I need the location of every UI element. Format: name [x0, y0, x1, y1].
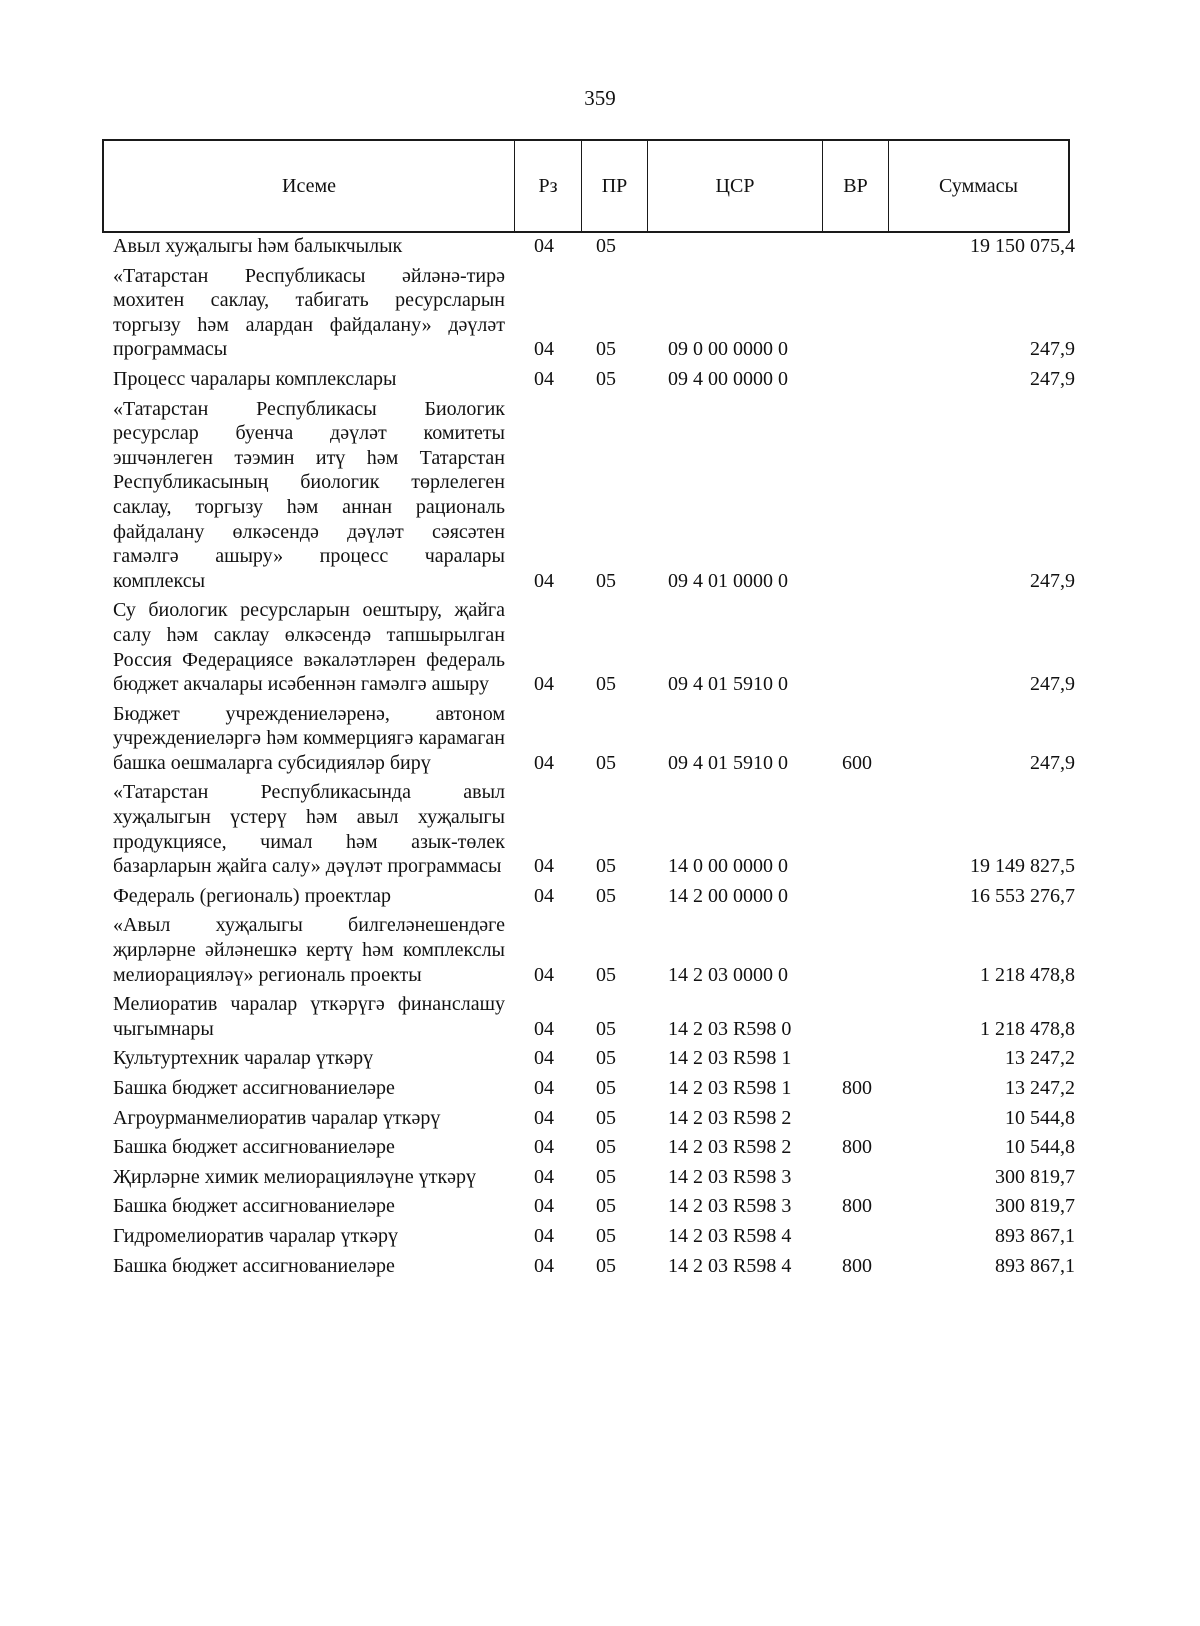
cell-name: Культуртехник чаралар үткәрү: [113, 1047, 374, 1070]
cell-name: Мелиоратив чаралар үткәрүгә финанслашу чыгымнары: [113, 993, 505, 1040]
cell-sum: 300 819,7: [995, 1165, 1075, 1188]
cell-name: Җирләрне химик мелиорацияләүне үткәрү: [113, 1165, 477, 1188]
cell-pr: 05: [596, 1254, 616, 1277]
cell-sum: 247,9: [1030, 751, 1075, 774]
cell-pr: 05: [596, 1165, 616, 1188]
cell-sum: 300 819,7: [995, 1195, 1075, 1218]
cell-vr: 800: [842, 1077, 872, 1099]
header-vr: ВР: [823, 141, 889, 231]
cell-rz: 04: [534, 1254, 554, 1277]
cell-rz: 04: [534, 1017, 554, 1040]
budget-table-body: [113, 234, 1075, 1283]
cell-sum: 13 247,2: [1005, 1077, 1075, 1099]
cell-rz: 04: [534, 673, 554, 696]
cell-csr: 14 2 00 0000 0: [668, 884, 788, 907]
cell-name: Гидромелиоратив чаралар үткәрү: [113, 1224, 398, 1247]
cell-sum: 19 149 827,5: [970, 855, 1075, 878]
cell-rz: 04: [534, 884, 554, 907]
table-row: [113, 234, 1075, 259]
cell-rz: 04: [534, 1077, 554, 1099]
cell-name: Бюджет учреждениеләренә, автоном учреждениеләргә һәм коммерциягә карамаган башка оешмаларга субсидияләр бирү: [113, 702, 505, 774]
cell-rz: 04: [534, 235, 554, 257]
cell-csr: 14 2 03 R598 2: [668, 1136, 792, 1159]
cell-csr: 09 0 00 0000 0: [668, 338, 788, 361]
header-sum: Суммасы: [939, 174, 1018, 197]
table-row: [113, 913, 1075, 987]
cell-name: «Татарстан Республикасында авыл хуҗалыгын үстерү һәм авыл хуҗалыгы продукциясе, чимал һәм азык-төлек базарларын җайга салу» дәүләт программасы: [113, 781, 505, 878]
cell-sum: 10 544,8: [1005, 1136, 1075, 1159]
cell-sum: 13 247,2: [1005, 1047, 1075, 1070]
cell-rz: 04: [534, 751, 554, 774]
cell-name: Процесс чаралары комплекслары: [113, 367, 397, 390]
cell-csr: 14 2 03 R598 3: [668, 1165, 792, 1188]
cell-csr: 09 4 01 0000 0: [668, 569, 788, 592]
table-row: [113, 780, 1075, 878]
cell-vr: 800: [842, 1136, 872, 1159]
table-row: [113, 884, 1075, 909]
cell-pr: 05: [596, 1106, 616, 1129]
cell-pr: 05: [596, 1017, 616, 1040]
cell-csr: 14 2 03 R598 4: [668, 1254, 792, 1277]
table-row: [113, 1194, 1075, 1219]
cell-csr: 14 2 03 R598 2: [668, 1106, 792, 1129]
cell-vr: 800: [842, 1195, 872, 1218]
cell-name: «Татарстан Республикасы әйләнә-тирә мохитен саклау, табигать ресурсларын торгызу һәм алардан файдалану» дәүләт программасы: [113, 264, 505, 361]
table-row: [113, 702, 1075, 776]
cell-pr: 05: [596, 1136, 616, 1159]
cell-pr: 05: [596, 1077, 616, 1099]
cell-name: Федераль (региональ) проектлар: [113, 884, 391, 907]
cell-sum: 247,9: [1030, 673, 1075, 696]
cell-pr: 05: [596, 751, 616, 774]
table-row: [113, 1106, 1075, 1131]
cell-pr: 05: [596, 338, 616, 361]
cell-csr: 14 2 03 R598 1: [668, 1077, 792, 1099]
cell-pr: 05: [596, 673, 616, 696]
cell-rz: 04: [534, 1136, 554, 1159]
cell-rz: 04: [534, 569, 554, 592]
cell-pr: 05: [596, 1047, 616, 1070]
cell-sum: 247,9: [1030, 367, 1075, 390]
cell-pr: 05: [596, 1224, 616, 1247]
table-row: [113, 1165, 1075, 1190]
cell-csr: 14 0 00 0000 0: [668, 855, 788, 878]
table-row: [113, 1135, 1075, 1160]
cell-sum: 16 553 276,7: [970, 884, 1075, 907]
header-name: Исеме: [104, 141, 515, 231]
cell-sum: 1 218 478,8: [980, 1017, 1075, 1040]
cell-csr: 14 2 03 R598 3: [668, 1195, 792, 1218]
cell-csr: 14 2 03 R598 1: [668, 1047, 792, 1070]
cell-csr: 09 4 01 5910 0: [668, 751, 788, 774]
page-number: 359: [584, 86, 616, 110]
cell-name: Башка бюджет ассигнованиеләре: [113, 1195, 395, 1218]
cell-rz: 04: [534, 1195, 554, 1218]
cell-name: Башка бюджет ассигнованиеләре: [113, 1077, 395, 1099]
header-csr: ЦСР: [648, 141, 823, 231]
cell-rz: 04: [534, 367, 554, 390]
cell-sum: 893 867,1: [995, 1254, 1075, 1277]
cell-pr: 05: [596, 884, 616, 907]
cell-csr: 09 4 00 0000 0: [668, 367, 788, 390]
cell-sum: 19 150 075,4: [970, 235, 1075, 257]
cell-name: Башка бюджет ассигнованиеләре: [113, 1136, 395, 1159]
cell-pr: 05: [596, 235, 616, 257]
cell-sum: 247,9: [1030, 569, 1075, 592]
header-rz: Рз: [515, 141, 582, 231]
cell-pr: 05: [596, 855, 616, 878]
cell-pr: 05: [596, 367, 616, 390]
cell-sum: 247,9: [1030, 338, 1075, 361]
cell-pr: 05: [596, 1195, 616, 1218]
cell-csr: 09 4 01 5910 0: [668, 673, 788, 696]
table-row: [113, 367, 1075, 392]
cell-csr: 14 2 03 R598 4: [668, 1224, 792, 1247]
cell-sum: 893 867,1: [995, 1224, 1075, 1247]
cell-pr: 05: [596, 963, 616, 986]
cell-name: Агроурманмелиоратив чаралар үткәрү: [113, 1106, 441, 1129]
table-row: [113, 1076, 1075, 1101]
cell-name: Су биологик ресурсларын оештыру, җайга салу һәм саклау өлкәсендә тапшырылган Россия Федерациясе вәкаләтләрен федераль бюджет акчалары исәбеннән гамәлгә ашыру: [113, 599, 505, 696]
table-row: [113, 1046, 1075, 1071]
cell-sum: 10 544,8: [1005, 1106, 1075, 1129]
cell-name: «Татарстан Республикасы Биологик ресурслар буенча дәүләт комитеты эшчәнлеген тәэмин итү һәм Татарстан Республикасының биологик төрлелеген саклау, торгызу һәм аннан рациональ файдалану өлкәсендә дәүләт сәясәтен гамәлгә ашыру» процесс чаралары комплексы: [113, 397, 505, 592]
table-row: [113, 264, 1075, 362]
cell-rz: 04: [534, 1224, 554, 1247]
table-row: [113, 598, 1075, 696]
table-header: [102, 139, 1070, 233]
table-row: [113, 397, 1075, 594]
cell-rz: 04: [534, 1165, 554, 1188]
cell-rz: 04: [534, 1106, 554, 1129]
table-row: [113, 1224, 1075, 1249]
cell-rz: 04: [534, 963, 554, 986]
header-pr: ПР: [582, 141, 648, 231]
cell-name: Башка бюджет ассигнованиеләре: [113, 1254, 395, 1277]
cell-name: Авыл хуҗалыгы һәм балыкчылык: [113, 235, 403, 257]
cell-csr: 14 2 03 0000 0: [668, 963, 788, 986]
cell-name: «Авыл хуҗалыгы билгеләнешендәге җирләрне әйләнешкә кертү һәм комплекслы мелиорацияләү» региональ проекты: [113, 914, 505, 986]
cell-pr: 05: [596, 569, 616, 592]
cell-sum: 1 218 478,8: [980, 963, 1075, 986]
cell-csr: 14 2 03 R598 0: [668, 1017, 792, 1040]
cell-rz: 04: [534, 1047, 554, 1070]
table-row: [113, 992, 1075, 1041]
cell-vr: 800: [842, 1254, 872, 1277]
table-row: [113, 1254, 1075, 1279]
cell-rz: 04: [534, 855, 554, 878]
cell-vr: 600: [842, 751, 872, 774]
cell-rz: 04: [534, 338, 554, 361]
